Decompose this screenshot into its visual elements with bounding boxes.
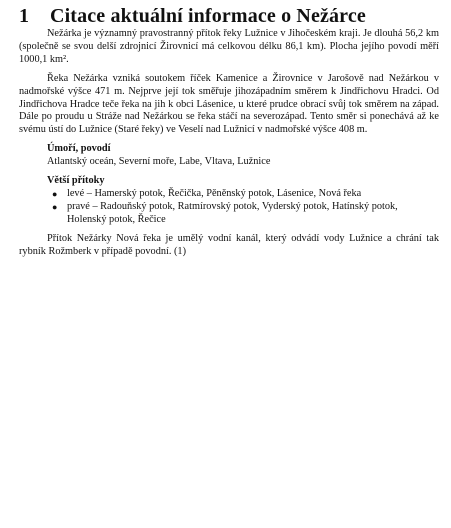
list-item-text: levé – Hamerský potok, Řečička, Pěněnský potok, Lásenice, Nová řeka	[67, 187, 362, 199]
tributaries-list	[19, 188, 439, 227]
basin-text: Atlantský oceán, Severní moře, Labe, Vltava, Lužnice	[47, 156, 271, 168]
section-number: 1	[19, 5, 29, 27]
section-heading	[19, 6, 439, 27]
list-item-text: pravé – Radouňský potok, Ratmírovský potok, Vyderský potok, Hatínský potok, Holenský potok, Řečice	[67, 200, 398, 225]
document-content	[19, 6, 439, 265]
course-paragraph: Řeka Nežárka vzniká soutokem říček Kamenice a Žirovnice v Jarošově nad Nežárkou v nadmořské výšce 471 m. Nejprve její tok směřuje jihozápadním směrem k Jindřichovu Hradci. Od Jindřichova Hradce teče řeka na jih k obci Lásenice, u které prudce obrací svůj tok směrem na západ. Dále po proudu u Stráže nad Nežárkou se řeka stáčí na severozápad. Tento směr si ponechává až ke svému ústí do Lužnice (Staré řeky) ve Veselí nad Lužnicí v nadmořské výšce 408 m.	[19, 72, 439, 136]
bullet-icon: ●	[52, 188, 58, 199]
list-item	[19, 188, 439, 201]
tributaries-heading: Větší přítoky	[47, 175, 105, 187]
intro-paragraph: Nežárka je významný pravostranný přítok řeky Lužnice v Jihočeském kraji. Je dlouhá 56,2 km (společně se svou delší zdrojnicí Žirovnicí má celkovou délku 86,1 km). Plocha jejího povodí měří 1000,1 km².	[19, 28, 439, 65]
list-item	[19, 201, 439, 227]
closing-paragraph: Přítok Nežárky Nová řeka je umělý vodní kanál, který odvádí vody Lužnice a chrání tak rybník Rožmberk v případě povodní. (1)	[19, 232, 439, 257]
bullet-icon: ●	[52, 201, 58, 212]
basin-heading: Úmoří, povodí	[47, 143, 111, 155]
section-title: Citace aktuální informace o Nežárce	[50, 5, 366, 27]
